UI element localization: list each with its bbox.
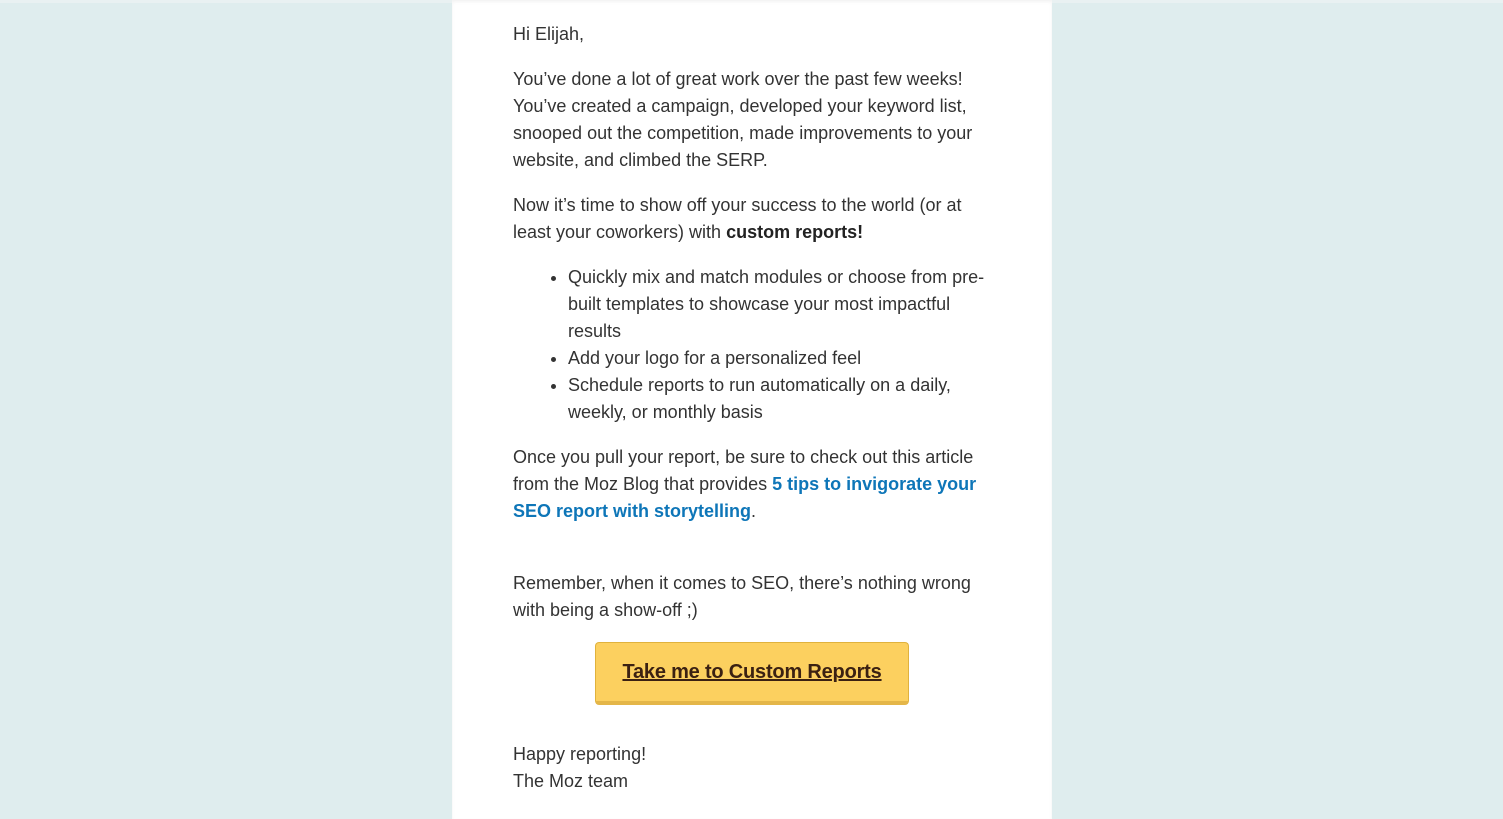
- custom-reports-bold: custom reports!: [726, 222, 864, 242]
- storytelling-article-link[interactable]: 5 tips to invigorate your SEO report with storytelling: [513, 474, 977, 521]
- signoff-team: The Moz team: [513, 771, 629, 791]
- greeting: Hi Elijah,: [513, 24, 585, 44]
- custom-reports-paragraph: [513, 192, 993, 246]
- article-paragraph: [513, 444, 993, 525]
- article-text-suffix: .: [751, 501, 757, 521]
- email-content: [513, 21, 993, 795]
- feature-list-item: • Schedule reports to run automatically on a daily, weekly, or monthly basis: [568, 372, 993, 426]
- cta-container: [513, 642, 991, 705]
- feature-list: [513, 264, 993, 426]
- spacer: [513, 543, 993, 570]
- article-text: Once you pull your report, be sure to check out this article from the Moz Blog that provides: [513, 447, 974, 494]
- intro-paragraph: You’ve done a lot of great work over the past few weeks! You’ve created a campaign, developed your keyword list, snooped out the competition, made improvements to your website, and climbed the SERP.: [513, 69, 973, 170]
- signoff-line: Happy reporting!: [513, 744, 647, 764]
- custom-reports-button[interactable]: Take me to Custom Reports: [595, 642, 909, 705]
- show-off-paragraph: Remember, when it comes to SEO, there’s nothing wrong with being a show-off ;): [513, 573, 971, 620]
- email-body-card: [452, 0, 1052, 819]
- signoff: [513, 741, 993, 795]
- feature-list-item: • Quickly mix and match modules or choose from pre-built templates to showcase your most impactful results: [568, 264, 993, 345]
- custom-reports-text: Now it’s time to show off your success to the world (or at least your coworkers) with: [513, 195, 962, 242]
- feature-list-item: • Add your logo for a personalized feel: [568, 345, 993, 372]
